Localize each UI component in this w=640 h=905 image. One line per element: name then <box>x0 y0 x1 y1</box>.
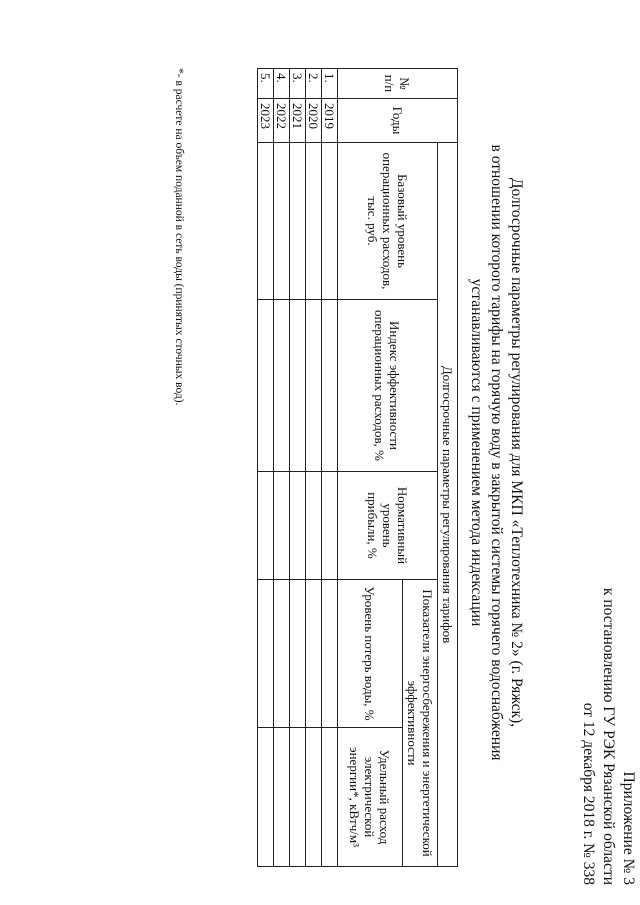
row-year: 2021 <box>290 99 306 143</box>
header-profit-level: Нормативный уровень прибыли, % <box>338 472 438 580</box>
header-year: Годы <box>338 99 458 143</box>
table-row <box>322 69 338 867</box>
cell-profit-level <box>306 472 322 580</box>
header-efficiency-index: Индекс эффективности операционных расходов, % <box>338 300 438 472</box>
title-line-2: в отношении которого тарифы на горячую воду в закрытой системы горячего водоснабжения <box>488 144 505 761</box>
parameters-table <box>257 68 458 867</box>
row-number: 3. <box>290 69 306 99</box>
cell-profit-level <box>322 472 338 580</box>
row-year: 2023 <box>258 99 274 143</box>
header-electric-consumption <box>338 728 403 867</box>
table-row <box>290 69 306 867</box>
table-header-row-1 <box>438 69 458 867</box>
table-row <box>258 69 274 867</box>
header-long-term-params: Долгосрочные параметры регулирования тарифов <box>438 143 458 867</box>
appendix-line-2: к постановлению ГУ РЭК Рязанской области <box>600 587 617 885</box>
cell-profit-level <box>274 472 290 580</box>
cell-profit-level <box>258 472 274 580</box>
row-number: 4. <box>274 69 290 99</box>
appendix-line-3: от 12 декабря 2018 г. № 338 <box>580 702 597 885</box>
title-line-3: устанавливаются с применением метода индексации <box>468 278 485 627</box>
row-number: 1. <box>322 69 338 99</box>
cell-efficiency-index <box>322 300 338 472</box>
row-year: 2020 <box>306 99 322 143</box>
cell-efficiency-index <box>258 300 274 472</box>
cell-electric-consumption <box>258 728 274 867</box>
cell-electric-consumption <box>306 728 322 867</box>
cell-base-opex <box>258 143 274 300</box>
appendix-header <box>578 585 638 885</box>
cell-efficiency-index <box>274 300 290 472</box>
cell-efficiency-index <box>306 300 322 472</box>
row-year: 2019 <box>322 99 338 143</box>
document-title <box>466 0 526 905</box>
cell-electric-consumption <box>290 728 306 867</box>
footnote: *- в расчете на объем поданной в сеть воды (принятых сточных вод). <box>173 68 185 406</box>
cell-efficiency-index <box>290 300 306 472</box>
cell-base-opex <box>306 143 322 300</box>
cell-water-loss <box>290 580 306 728</box>
table-row <box>306 69 322 867</box>
cell-base-opex <box>274 143 290 300</box>
cell-electric-consumption <box>274 728 290 867</box>
header-energy-indicators: Показатели энергосбережения и энергетической эффективности <box>403 580 438 867</box>
cell-water-loss <box>306 580 322 728</box>
cell-electric-consumption <box>322 728 338 867</box>
header-electric-consumption-text: Удельный расход электрической энергии*, кВтч/м³ <box>347 747 393 848</box>
table-row <box>274 69 290 867</box>
cell-base-opex <box>322 143 338 300</box>
cell-base-opex <box>290 143 306 300</box>
table-header-row-2 <box>403 69 438 867</box>
row-number: 2. <box>306 69 322 99</box>
cell-water-loss <box>322 580 338 728</box>
cell-profit-level <box>290 472 306 580</box>
cell-water-loss <box>274 580 290 728</box>
appendix-line-1: Приложение № 3 <box>620 771 637 885</box>
header-water-loss: Уровень потерь воды, % <box>338 580 403 728</box>
cell-water-loss <box>258 580 274 728</box>
row-year: 2022 <box>274 99 290 143</box>
row-number: 5. <box>258 69 274 99</box>
header-base-opex: Базовый уровень операционных расходов, тыс. руб. <box>338 143 438 300</box>
title-line-1: Долгосрочные параметры регулирования для МКП «Теплотехника № 2» (г. Ряжск), <box>508 177 525 728</box>
header-number: № п/п <box>338 69 458 99</box>
